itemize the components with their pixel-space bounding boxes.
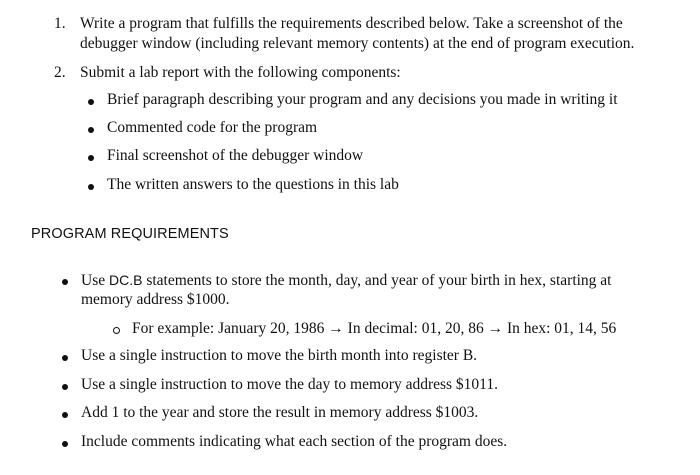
example-line: For example: January 20, 1986 → In decimal: 01, 20, 86 → In hex: 01, 14, 56 — [132, 320, 617, 337]
bullet-icon — [62, 412, 68, 418]
code-dcb: DC.B — [108, 272, 143, 288]
component-code: Commented code for the program — [107, 119, 318, 136]
bullet-icon — [62, 384, 68, 390]
bullet-icon — [88, 155, 94, 161]
item-1-line-2: debugger window (including relevant memory contents) at the end of program execution. — [80, 35, 635, 52]
hollow-bullet-icon — [113, 327, 120, 334]
bullet-icon — [88, 99, 94, 105]
requirement-2: Use a single instruction to move the birth month into register B. — [81, 347, 478, 364]
number-1: 1. — [54, 15, 66, 32]
bullet-icon — [62, 279, 68, 285]
component-screenshot: Final screenshot of the debugger window — [107, 147, 364, 164]
requirement-4: Add 1 to the year and store the result in memory address $1003. — [81, 404, 479, 421]
component-paragraph: Brief paragraph describing your program and any decisions you made in writing it — [107, 91, 618, 108]
bullet-icon — [62, 441, 68, 447]
bullet-icon — [88, 127, 94, 133]
requirement-5: Include comments indicating what each section of the program does. — [81, 433, 508, 450]
component-answers: The written answers to the questions in this lab — [107, 176, 399, 193]
requirement-1-line-2: memory address $1000. — [81, 291, 230, 308]
item-1-line-1: Write a program that fulfills the requirements described below. Take a screenshot of the — [80, 15, 623, 32]
section-heading: PROGRAM REQUIREMENTS — [31, 226, 229, 242]
requirement-1-line-1: Use DC.B statements to store the month, day, and year of your birth in hex, starting at — [81, 272, 612, 289]
requirement-3: Use a single instruction to move the day to memory address $1011. — [81, 376, 498, 393]
bullet-icon — [88, 184, 94, 190]
item-2-line-1: Submit a lab report with the following components: — [80, 64, 401, 81]
number-2: 2. — [54, 64, 66, 81]
bullet-icon — [62, 355, 68, 361]
